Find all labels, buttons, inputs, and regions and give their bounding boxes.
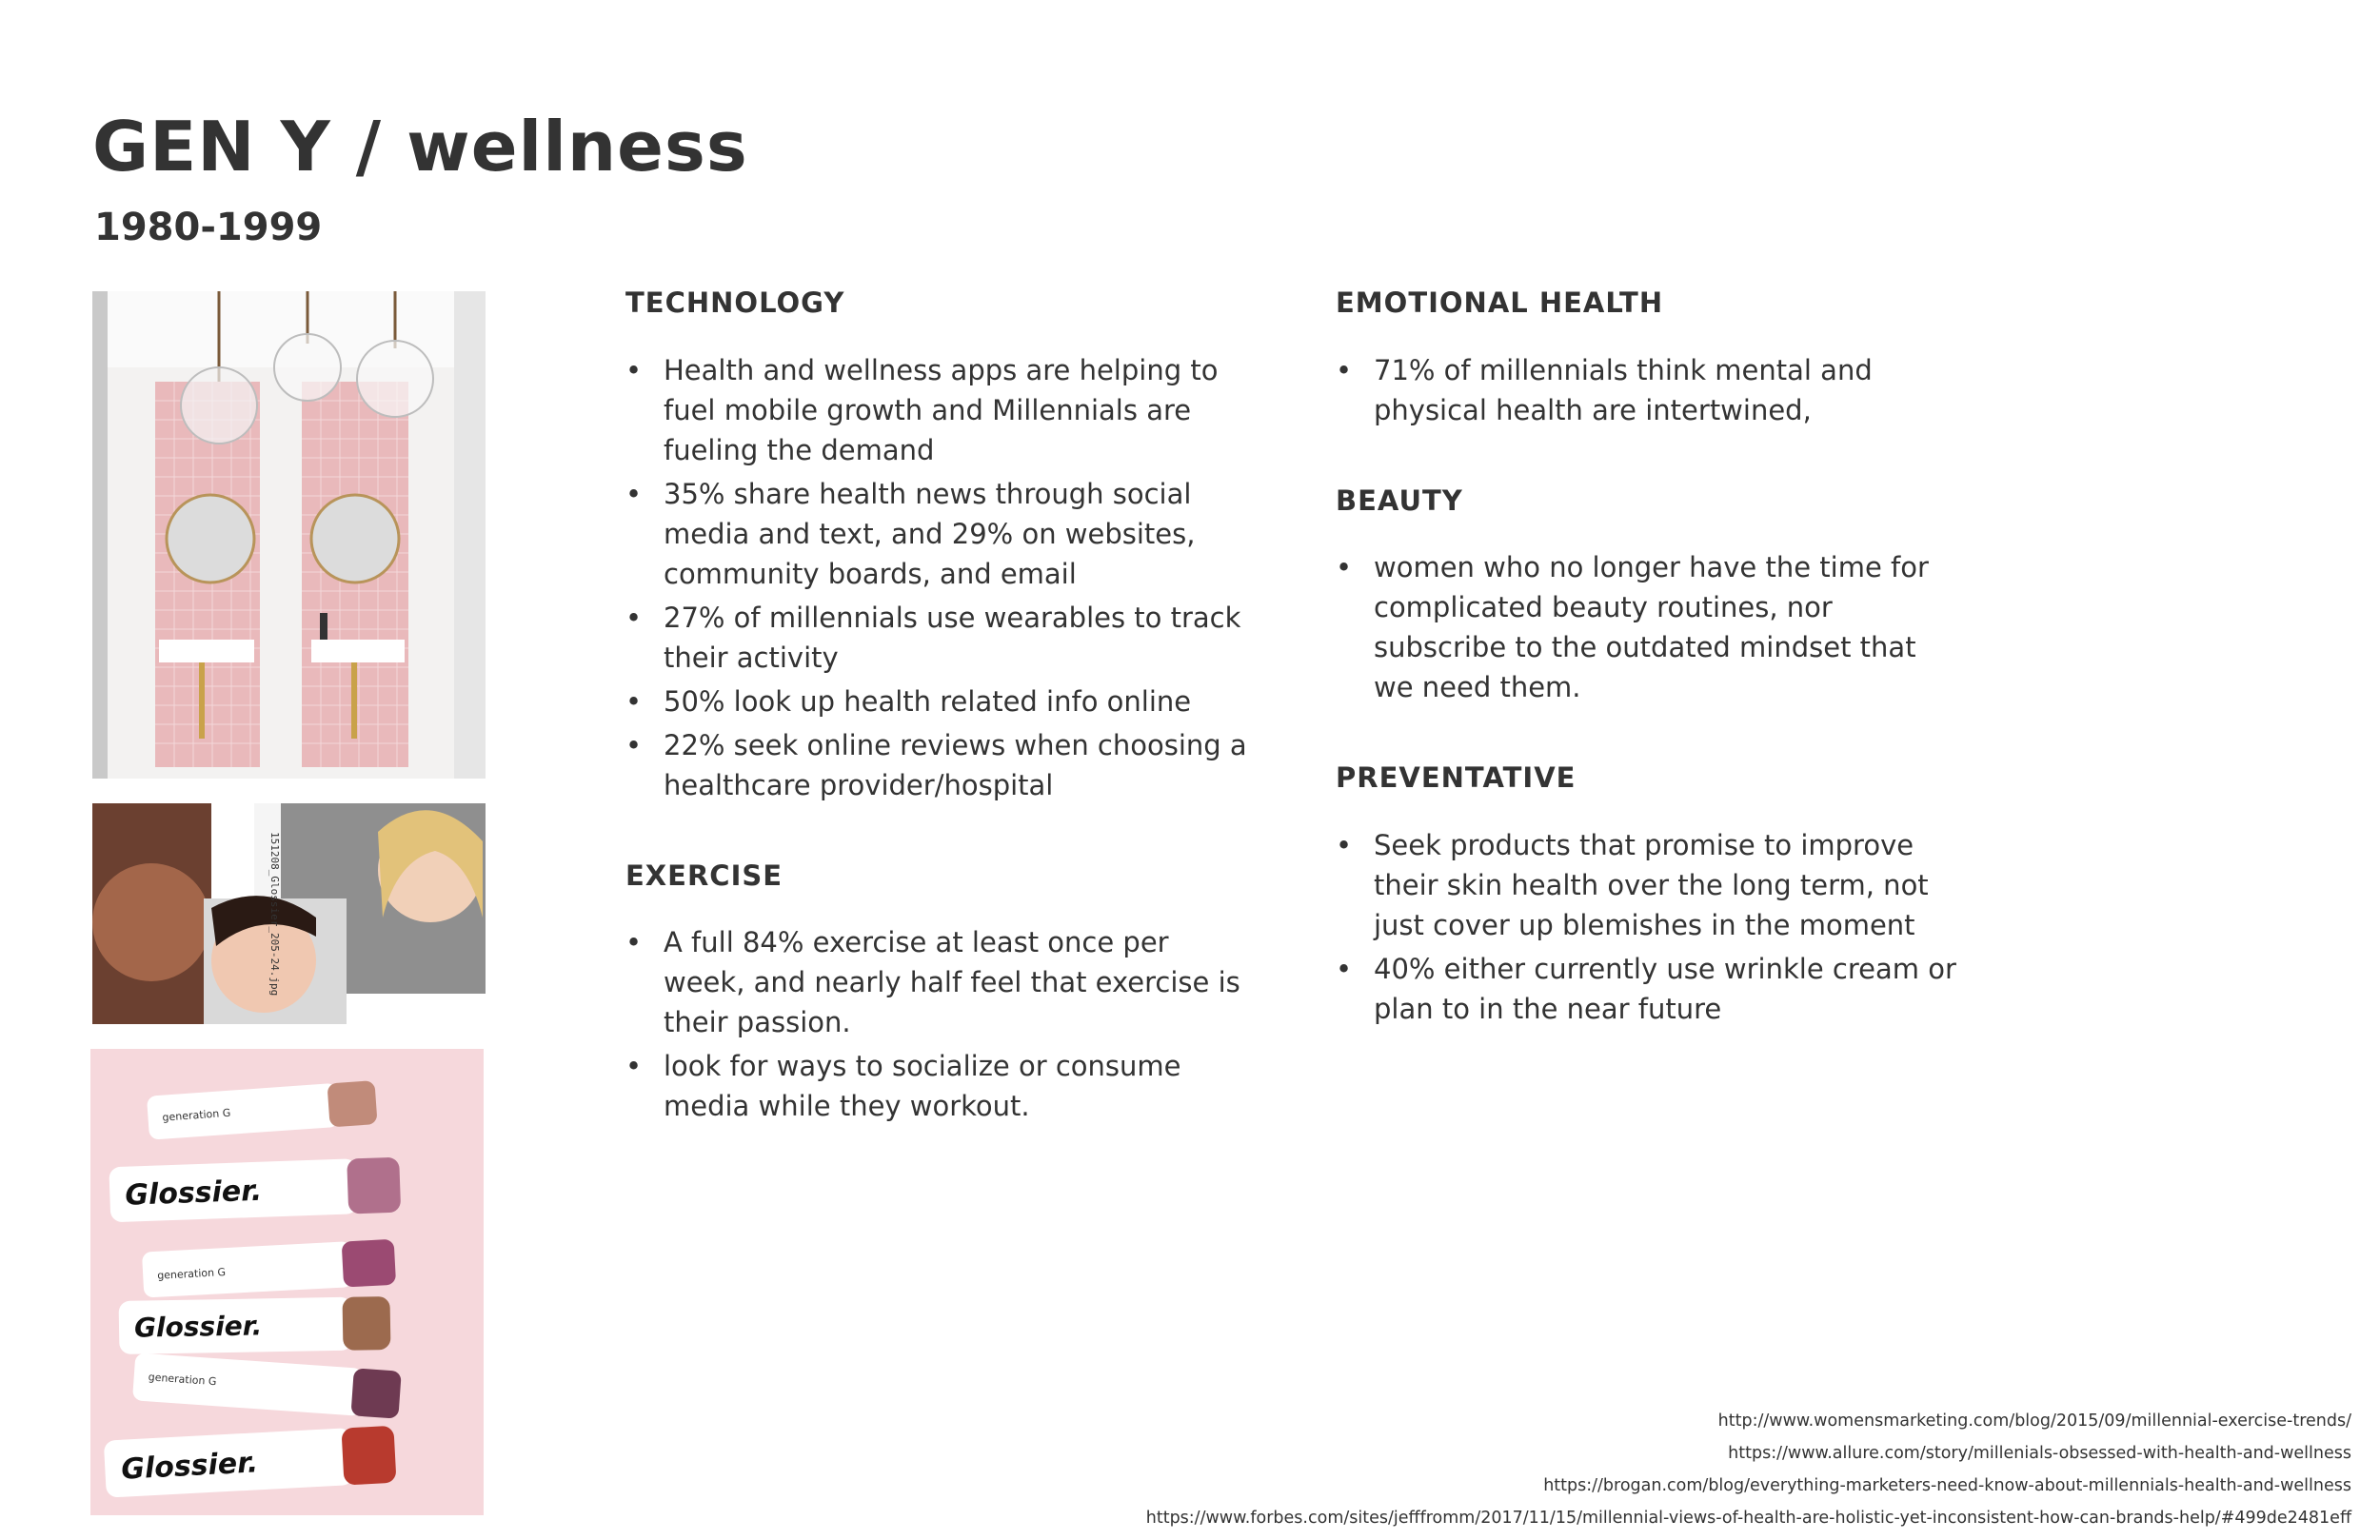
source-link-womensmarketing[interactable]: http://www.womensmarketing.com/blog/2015/09/millennial-exercise-trends/: [1717, 1412, 2351, 1431]
source-link-allure[interactable]: https://www.allure.com/story/millenials-obsessed-with-health-and-wellness: [1728, 1444, 2351, 1463]
balm-sub-label: generation G: [148, 1371, 217, 1389]
bullet-item: [1336, 350, 1964, 430]
technology-bullet-list: [625, 350, 1254, 805]
section-heading-preventative: PREVENTATIVE: [1336, 761, 1577, 795]
bullet-item: [1336, 949, 1964, 1029]
page-title: GEN Y / wellness: [92, 107, 748, 187]
bullet-text: • Health and wellness apps are helping to fuel mobile growth and Millennials are fueling the demand: [664, 353, 1219, 466]
bullet-text: • 27% of millennials use wearables to track their activity: [664, 601, 1241, 674]
section-heading-beauty: BEAUTY: [1336, 484, 1463, 517]
section-exercise: [625, 859, 1254, 1127]
balm-brand-label: Glossier.: [120, 1446, 259, 1487]
bullet-text: • Seek products that promise to improve their skin health over the long term, not just cover up blemishes in the moment: [1374, 829, 1929, 942]
faces-collage-photo: [92, 803, 486, 1024]
section-heading-emotional-health: EMOTIONAL HEALTH: [1336, 286, 1664, 319]
section-technology: [625, 286, 1254, 805]
bullet-text: • women who no longer have the time for complicated beauty routines, nor subscribe to the outdated mindset that we need them.: [1374, 551, 1929, 704]
emotional-health-bullet-list: [1336, 350, 1964, 430]
source-link-brogan[interactable]: https://brogan.com/blog/everything-marketers-need-know-about-millennials-health-and-wellness: [1543, 1476, 2351, 1495]
bullet-text: • 22% seek online reviews when choosing a healthcare provider/hospital: [664, 728, 1247, 801]
preventative-bullet-list: [1336, 825, 1964, 1029]
bullet-item: [625, 598, 1254, 678]
glossier-balms-photo: [90, 1049, 484, 1515]
bathroom-photo: [92, 291, 486, 779]
page-subtitle: 1980-1999: [94, 206, 323, 249]
left-column: [625, 286, 1254, 1130]
bullet-item: [625, 922, 1254, 1042]
section-emotional-health: [1336, 286, 1964, 430]
bullet-text: • A full 84% exercise at least once per week, and nearly half feel that exercise is their passion.: [664, 926, 1240, 1039]
bullet-item: [625, 725, 1254, 805]
beauty-bullet-list: [1336, 547, 1964, 707]
bullet-item: [625, 474, 1254, 594]
bullet-item: [625, 1046, 1254, 1126]
bullet-item: [1336, 547, 1964, 707]
bullet-text: • 50% look up health related info online: [664, 684, 1192, 718]
balm-sub-label: generation G: [162, 1106, 231, 1124]
balm-sub-label: generation G: [156, 1266, 227, 1282]
bullet-item: [625, 681, 1254, 721]
sources-list: [1146, 1405, 2351, 1534]
bullet-item: [625, 350, 1254, 470]
bullet-text: • 35% share health news through social media and text, and 29% on websites, community boards, and email: [664, 477, 1196, 590]
section-heading-exercise: EXERCISE: [625, 859, 783, 892]
collage-caption: 151208_Glossier_205-24.jpg: [268, 832, 281, 997]
bullet-item: [1336, 825, 1964, 945]
section-beauty: [1336, 484, 1964, 708]
bullet-text: • 40% either currently use wrinkle cream or plan to in the near future: [1374, 953, 1956, 1026]
balm-brand-label: Glossier.: [124, 1174, 263, 1213]
section-heading-technology: TECHNOLOGY: [625, 286, 845, 319]
right-column: [1336, 286, 1964, 1033]
bullet-text: • 71% of millennials think mental and physical health are intertwined,: [1374, 353, 1873, 426]
exercise-bullet-list: [625, 922, 1254, 1126]
source-link-forbes[interactable]: https://www.forbes.com/sites/jefffromm/2017/11/15/millennial-views-of-health-are-holistic-yet-inconsistent-how-can-brands-help/#499de2481eff: [1145, 1509, 2351, 1528]
balm-brand-label: Glossier.: [133, 1310, 263, 1344]
section-preventative: [1336, 760, 1964, 1029]
bullet-text: • look for ways to socialize or consume media while they workout.: [664, 1050, 1181, 1123]
